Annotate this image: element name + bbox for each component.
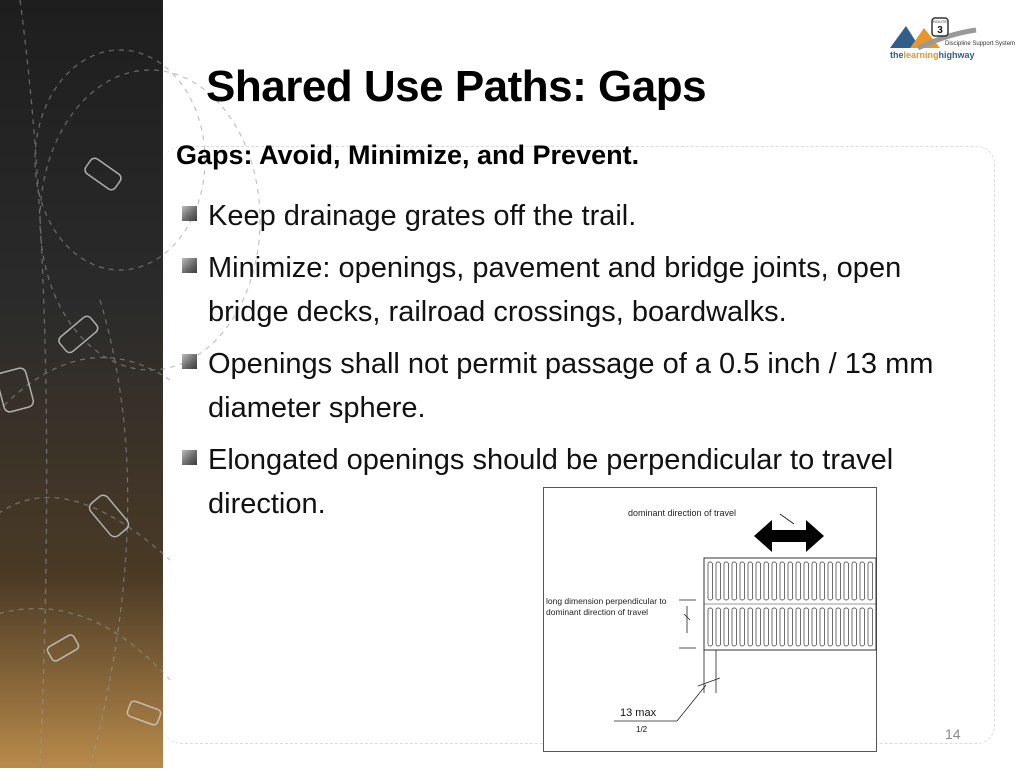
grate-slot (828, 608, 833, 646)
grate-slot (828, 562, 833, 600)
grate-slot (852, 608, 857, 646)
road-illustration (0, 0, 163, 768)
grate-slot (772, 562, 777, 600)
learning-highway-logo (888, 16, 1016, 62)
slide-subheading: Gaps: Avoid, Minimize, and Prevent. (176, 140, 640, 170)
label-fraction: 1/2 (636, 725, 648, 734)
grate-slot (764, 608, 769, 646)
grate-slot (716, 608, 721, 646)
grate-slot (836, 608, 841, 646)
grate-diagram-drawing (544, 488, 876, 751)
decorative-sidebar (0, 0, 163, 768)
grate-slot (732, 562, 737, 600)
grate-slot (788, 608, 793, 646)
bullet-square-icon (182, 354, 197, 369)
grate-slot (756, 562, 761, 600)
grate-diagram (543, 487, 877, 752)
grate-slot (716, 562, 721, 600)
grate-slot (836, 562, 841, 600)
logo-badge-top: ROUTE (933, 19, 947, 24)
grate-slot (740, 608, 745, 646)
grate-slot (780, 608, 785, 646)
grate-slot (740, 562, 745, 600)
bullet-text: Minimize: openings, pavement and bridge joints, open bridge decks, railroad crossings, boardwalks. (208, 252, 902, 328)
grate-slot (780, 562, 785, 600)
bullet-item (180, 246, 980, 334)
grate-slot (820, 562, 825, 600)
grate-slot (708, 562, 713, 600)
logo-mark (888, 16, 1016, 62)
bullet-list (180, 194, 980, 534)
grate-slot (796, 562, 801, 600)
grate-slot (724, 562, 729, 600)
grate-slot (804, 562, 809, 600)
bullet-text: Keep drainage grates off the trail. (208, 200, 637, 232)
grate-slot (812, 608, 817, 646)
grate-slot (844, 562, 849, 600)
slide-title: Shared Use Paths: Gaps (206, 62, 707, 111)
bullet-square-icon (182, 258, 197, 273)
grate-slot (748, 562, 753, 600)
grate-slot (756, 608, 761, 646)
page-number: 14 (945, 726, 961, 742)
svg-text:thelearninghighway (890, 50, 975, 60)
double-arrow-icon (754, 520, 824, 552)
bullet-text: Openings shall not permit passage of a 0.5 inch / 13 mm diameter sphere. (208, 348, 934, 424)
grate-slot (820, 608, 825, 646)
bullet-square-icon (182, 450, 197, 465)
grate-slot (788, 562, 793, 600)
grate-slot (732, 608, 737, 646)
bullet-item (180, 194, 980, 238)
grate-slot (748, 608, 753, 646)
label-long-dimension-1: long dimension perpendicular to (546, 596, 667, 606)
label-leader-line (780, 514, 794, 524)
grate-slot (852, 562, 857, 600)
grate-slot (804, 608, 809, 646)
grate-slot (868, 562, 873, 600)
grate-slot (772, 608, 777, 646)
grate-slot (844, 608, 849, 646)
grate-slot (860, 608, 865, 646)
logo-badge-number: 3 (937, 25, 943, 36)
label-direction-of-travel: dominant direction of travel (628, 508, 737, 518)
logo-name-the: the (890, 50, 904, 60)
grate-slot (860, 562, 865, 600)
grate-slot (724, 608, 729, 646)
logo-name-learning: learning (903, 50, 939, 60)
logo-tagline: Discipline Support System (945, 41, 1016, 47)
bullet-item (180, 342, 980, 430)
label-long-dimension-2: dominant direction of travel (546, 607, 649, 617)
grate-slot (812, 562, 817, 600)
label-13-max: 13 max (620, 707, 657, 719)
bullet-text: Elongated openings should be perpendicular to travel direction. (208, 444, 894, 520)
logo-name-highway: highway (938, 50, 975, 60)
grate-slot (764, 562, 769, 600)
bullet-square-icon (182, 206, 197, 221)
grate-slot (708, 608, 713, 646)
grate-slot (868, 608, 873, 646)
grate-slot (796, 608, 801, 646)
